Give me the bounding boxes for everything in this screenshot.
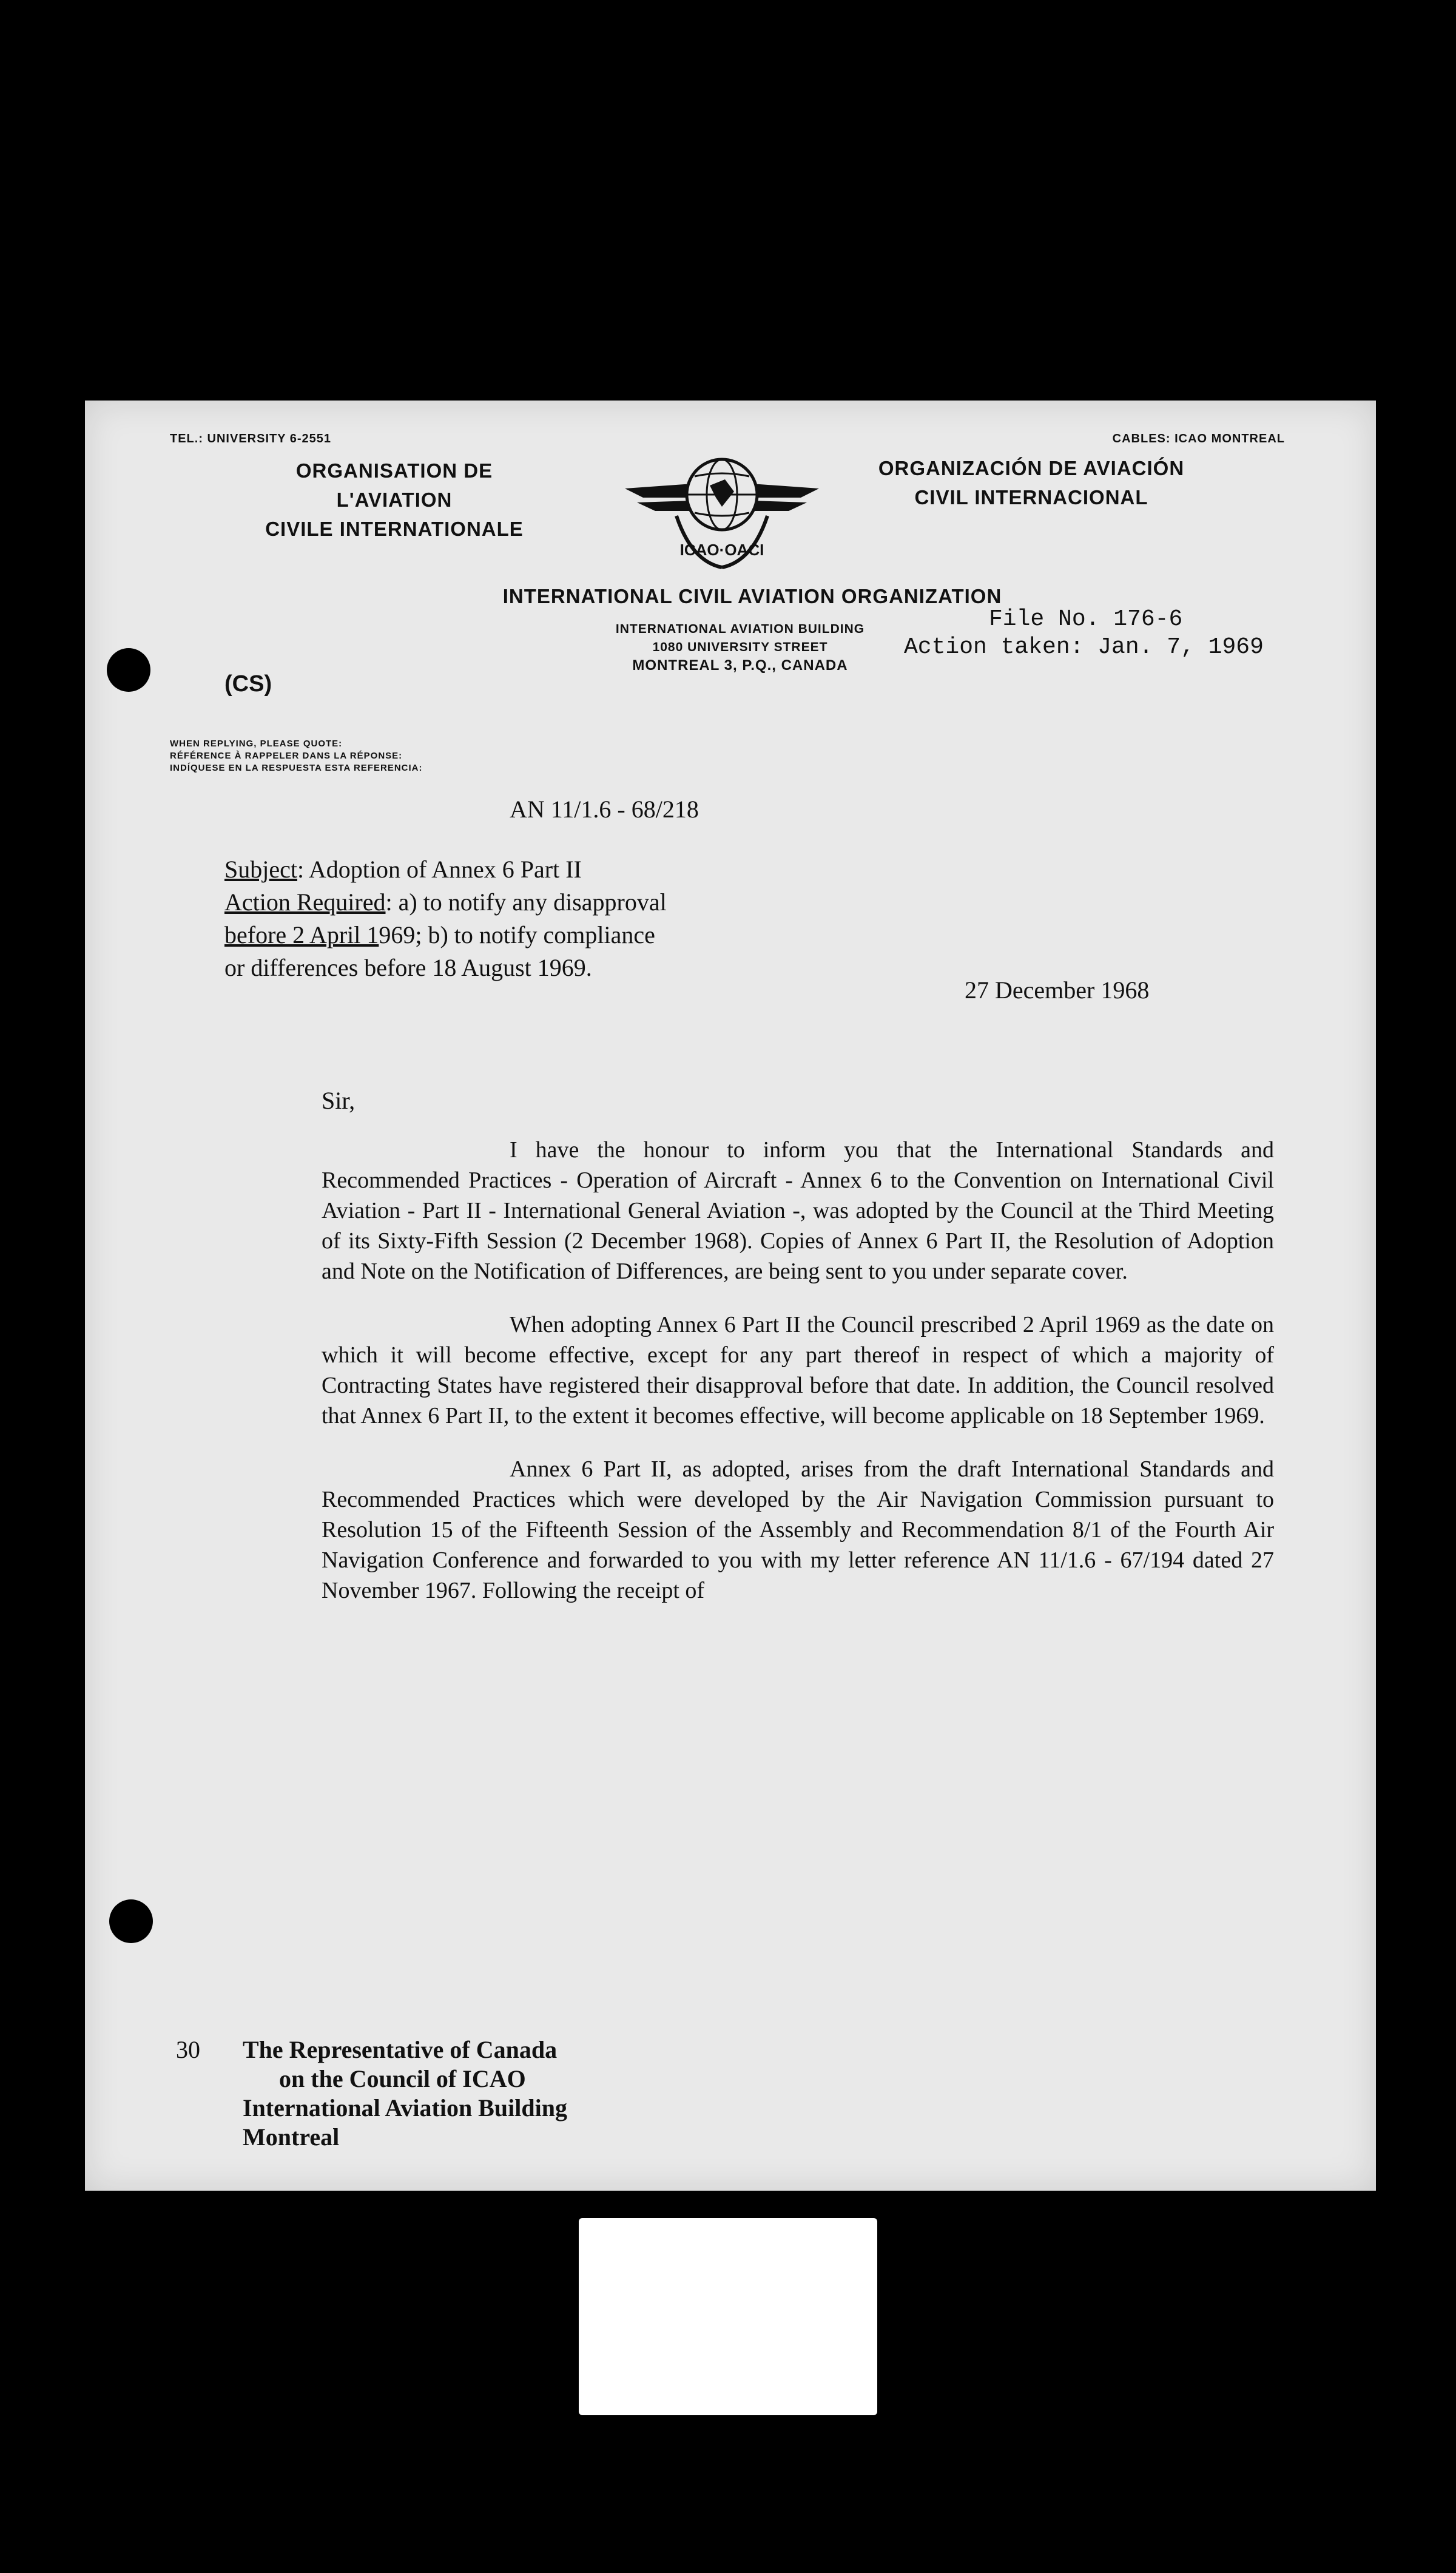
org-name-french: ORGANISATION DE L'AVIATION CIVILE INTERNATIONALE: [265, 459, 524, 540]
letter-body: [322, 1135, 1274, 1629]
reference-number: AN 11/1.6 - 68/218: [510, 796, 699, 823]
letter-page: TEL.: UNIVERSITY 6-2551 CABLES: ICAO MONTREAL ORGANISATION DE L'AVIATION CIVILE INTERNATIONALE ICAO·OACI ORGANIZACIÓN DE AVIACIÓN CIVIL INTERNACIONAL INTERNATIONAL CIVIL AVIATION ORGANIZATION INTERNATIONAL AVIATION BUILDING 1080 UNIVERSITY STREET MONTREAL 3, P.Q., CANADA File No. 176-6 Action taken: Jan. 7, 1969 (CS) WHEN REPLYING, PLEASE QUOTE: RÉFÉRENCE À RAPPELER DANS LA RÉPONSE: INDÍQUESE EN LA RESPUESTA ESTA REFERENCIA: AN 11/1.6 - 68/218 Subject: Adoption of Annex 6 Part II Action Required: a) to notify any disapproval before 2 April 1969; b) to notify compliance or differences before 18 August 1969. 27 December 1968 Sir, I have the honour to inform you that the International Standards and Recommended Practices - Operation of Aircraft - Annex 6 to the Convention on International Civil Aviation - Part II - International General Aviation -, was adopted by the Council at the Third Meeting of its Sixty-Fifth Session (2 December 1968). Copies of Annex 6 Part II, the Resolution of Adoption and Note on the Notification of Differences, are being sent to you under separate cover. When adopting Annex 6 Part II the Council prescribed 2 April 1969 as the date on which it will become effective, except for any part thereof in respect of which a majority of Contracting States have registered their disapproval before that date. In addition, the Council resolved that Annex 6 Part II, to the extent it becomes effective, will become applicable on 18 September 1969. Annex 6 Part II, as adopted, arises from the draft International Standards and Recommended Practices which were developed by the Air Navigation Commission pursuant to Resolution 15 of the Fifteenth Session of the Assembly and Recommendation 8/1 of the Fourth Air Navigation Conference and forwarded to you with my letter reference AN 11/1.6 - 67/194 dated 27 November 1967. Following the receipt of 30 The Representative of Canada on the Council of ICAO International Aviation Building Montreal: [85, 401, 1376, 2191]
body-paragraph: When adopting Annex 6 Part II the Council prescribed 2 April 1969 as the date on which it will become effective, except for any part thereof in respect of which a majority of Contracting States have registered their disapproval before that date. In addition, the Council resolved that Annex 6 Part II, to the extent it becomes effective, will become applicable on 18 September 1969.: [322, 1312, 1274, 1429]
blank-label: [579, 2218, 877, 2415]
org-name-spanish: ORGANIZACIÓN DE AVIACIÓN CIVIL INTERNACIONAL: [878, 457, 1185, 509]
icao-logo: [619, 431, 825, 589]
cs-mark: (CS): [224, 671, 272, 697]
cables-line: CABLES: ICAO MONTREAL: [1112, 432, 1285, 445]
letter-date: 27 December 1968: [965, 976, 1150, 1004]
telephone-line: TEL.: UNIVERSITY 6-2551: [170, 432, 332, 445]
logo-lettering: ICAO·OACI: [679, 541, 764, 559]
action-required-label: Action Required: [224, 888, 386, 916]
subject-block: Subject: Adoption of Annex 6 Part II Action Required: a) to notify any disapproval before 2 April 1969; b) to notify compliance or differences before 18 August 1969.: [224, 856, 667, 981]
punch-hole: [107, 648, 150, 692]
body-paragraph: Annex 6 Part II, as adopted, arises from the draft International Standards and Recommended Practices which were developed by the Air Navigation Commission pursuant to Resolution 15 of the Fifteenth Session of the Assembly and Recommendation 8/1 of the Fourth Air Navigation Conference and forwarded to you with my letter reference AN 11/1.6 - 67/194 dated 27 November 1967. Following the receipt of: [322, 1456, 1274, 1603]
body-paragraph: I have the honour to inform you that the International Standards and Recommended Practices - Operation of Aircraft - Annex 6 to the Convention on International Civil Aviation - Part II - International General Aviation -, was adopted by the Council at the Third Meeting of its Sixty-Fifth Session (2 December 1968). Copies of Annex 6 Part II, the Resolution of Adoption and Note on the Notification of Differences, are being sent to you under separate cover.: [322, 1137, 1274, 1284]
subject-label: Subject: [224, 856, 297, 883]
salutation: Sir,: [322, 1087, 356, 1114]
org-name-english: INTERNATIONAL CIVIL AVIATION ORGANIZATION: [502, 585, 1002, 607]
address-block: INTERNATIONAL AVIATION BUILDING 1080 UNIVERSITY STREET MONTREAL 3, P.Q., CANADA: [615, 622, 865, 674]
file-annotation: File No. 176-6 Action taken: Jan. 7, 1969: [904, 606, 1264, 660]
reply-quote-note: WHEN REPLYING, PLEASE QUOTE: RÉFÉRENCE À RAPPELER DANS LA RÉPONSE: INDÍQUESE EN LA RESPUESTA ESTA REFERENCIA:: [170, 739, 423, 773]
punch-hole: [109, 1899, 153, 1943]
recipient-number: 30: [176, 2036, 200, 2063]
